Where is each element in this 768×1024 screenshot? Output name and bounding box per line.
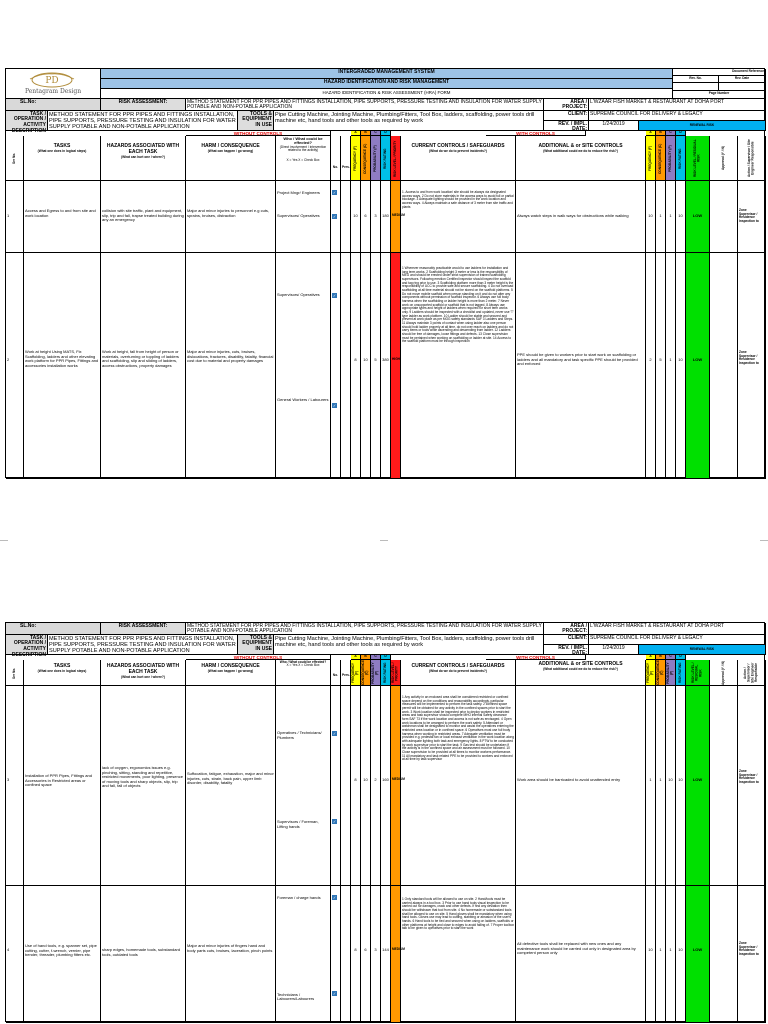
renewal-label: RENEWAL RISK	[689, 646, 715, 651]
who-item: Foreman / charge hands	[277, 895, 321, 900]
col-harm-label: HARM / CONSEQUENCE	[201, 143, 260, 149]
logo-text: Pentagram Design	[24, 88, 82, 96]
col-additional-sub: (What additional could we do to reduce the risk?)	[543, 148, 618, 153]
row-rr2: 10	[676, 181, 686, 253]
col-hazards	[101, 660, 186, 686]
col-probability-2: PROBABILITY (P)	[667, 144, 672, 172]
col-b2: B	[659, 130, 662, 134]
row-current: 1 Wherever reasonably practicable would to use ladders for installation and long term works. 2 Scaffolding height 3 meter or less is the responsibility of MEG and should be erected under strict supervision of trained scaffolding supervisors. Following erection Certified inspector should inspect the scaffold and tag ring prior to use. 3 Scaffolding platform more than 3 meter height is the responsibility of UCC to provide safe and secure scaffolding. 4 Do not overload scaffolding at all time material should not be stored on the scaffold platforms. 5 Do not move mobile scaffold when person standing on it and do not alter any components without permission of scaffold inspector. 6 Always use full body harness when the scaffolding or ladder height is more than 2 meter. 7 Never work on unsupported scaffold or scaffold that is not tagged. 8 Always use appropriate types and height of ladders when required for short term works only. 9 Ladders should be inspected with a checklist and updated, never use 'T' type ladder as work platform. 10 Ladder should be stable and secured and prevent at work place as per MOG safety standards SAF 3 Ladders and Steps. 11 Always maintain 3 points of contact when using ladder also one person should hold ladder properly at all time, do not over reach on ladders and do not carry items or tools while ascending and descending from ladder. 12 Ladders should be free of damages, loose fittings and defects. 13 Close supervision must be pertained when working on scaffolding or ladder at site. 14 Access to the scaffold platform must be through inspection	[401, 253, 516, 479]
who-item: Operatives / Technicians/ Plumbers	[277, 730, 322, 740]
col-current-label: CURRENT CONTROLS / SAFEGUARDS	[411, 663, 505, 669]
row-sr: 2	[6, 253, 24, 479]
form-title: HAZARD IDENTIFICATION & RISK ASSESSMENT (HRA) FORM	[101, 89, 673, 99]
row-action: Zone Supervisor / Residence Inspection to	[738, 253, 766, 479]
col-current	[401, 660, 516, 686]
task-label: TASK / OPERATION / ACTIVITY DESCRIPTION	[6, 111, 48, 131]
checkbox-checked-icon[interactable]: ✓	[332, 213, 337, 219]
rev-impl-value: 1/24/2019	[589, 645, 639, 655]
sl-no-label: SL.No:	[6, 623, 101, 635]
col-consequence: CONSEQUENCE (C)	[362, 142, 367, 174]
risk-level-badge: MEDIUM	[391, 886, 401, 1023]
col-b2: B	[659, 654, 662, 658]
row-c2: 1	[656, 886, 666, 1023]
residual-level-badge: LOW	[686, 886, 710, 1023]
col-c2: C	[669, 654, 672, 658]
col-frequency-2: FREQUENCY (F)	[646, 662, 654, 683]
col-hazards	[101, 136, 186, 181]
col-consequence: CONSEQUENCE (C)	[361, 659, 369, 685]
table-row	[6, 181, 766, 253]
col-residual: RISK LEVEL / RESIDUAL RISK	[690, 662, 703, 683]
col-current	[401, 136, 516, 181]
checkbox-checked-icon[interactable]: ✓	[332, 818, 337, 824]
task-label: TASK / OPERATION / ACTIVITY DESCRIPTION	[6, 635, 48, 655]
client-label: CLIENT:	[544, 111, 589, 121]
col-additional-label: ADDITIONAL & or SITE CONTROLS	[538, 143, 623, 149]
col-frequency: FREQUENCY (F)	[352, 145, 357, 171]
row-c: 6	[361, 181, 371, 253]
col-risk-level: RISK LEVEL / PRIORITY	[391, 662, 399, 683]
row-f2: 10	[646, 886, 656, 1023]
row-rr: 144	[381, 886, 391, 1023]
tools-value: Pipe Cutting Machine, Jointing Machine, Plumbing/Fitters, Tool Box, ladders, scaffolding, power tools drill machine etc, hand tools and other tools as required by work	[274, 635, 544, 655]
risk-level-badge: HIGH	[391, 253, 401, 479]
col-risk-rating-2: RISK RATING	[677, 147, 682, 169]
area-value: L'WZAAR FISH MARKET & RESTAURANT AT DOHA PORT	[589, 99, 766, 111]
col-frequency-2: FREQUENCY (F)	[647, 145, 652, 171]
row-hazard: lack of oxygen, ergonomics issues e.g. pinching, sitting, standing and repetitive, restricted movements, poor lighting, presence of moving tools and sharp objects, slip, trip and fall, fall of objects	[101, 686, 186, 886]
col-current-label: CURRENT CONTROLS / SAFEGUARDS	[411, 143, 505, 149]
risk-level-badge: MEDIUM	[391, 686, 401, 886]
checkbox-checked-icon[interactable]: ✓	[332, 990, 337, 996]
row-who	[276, 253, 331, 479]
rev-impl-label: REV. / IMPL. DATE:	[544, 645, 589, 655]
who-item: Supervisors / Foreman, Lifting hands	[277, 819, 319, 829]
col-sr-no: Ser No.	[11, 152, 16, 164]
col-residual: RISK LEVEL / RESIDUAL RISK	[692, 139, 701, 177]
row-current: 1 Only standard tools will be allowed to use on site. 2 Hand/tools must be carried always in a tool box. 3 Prior to use hand tools visual inspection to be carried out for damages, crack and other defects. If find any deviation then should be withdrawn that tool from site. 4 No homemade or substandard tools shall be allowed to use on site. 5 Hand gloves shall be mandatory when using hand tools. Gloves use may lead to cutting, stabbing or abrasion of the user's hands. 6 Hand tools to be tied and secured when using on ladders, scaffolds or other platforms at height and close to edges to avoid falling of. 7 Proper toolbox talk to be given to operatives prior to start the work	[401, 886, 516, 1023]
row-rr: 160	[381, 686, 391, 886]
row-who	[276, 686, 331, 886]
col-action: Action / Supervisor / Site Engineer Responsible	[746, 139, 755, 177]
row-f2: 2	[646, 253, 656, 479]
risk-level-badge: MEDIUM	[391, 181, 401, 253]
col-action: Action / Supervisor / Site Engineer Responsible	[743, 662, 759, 683]
hazard-title: HAZARD IDENTIFICATION AND RISK MANAGEMENT	[101, 79, 673, 89]
renewal-band	[639, 121, 766, 131]
col-frequency: FREQUENCY (F)	[351, 662, 359, 683]
residual-level-badge: LOW	[686, 253, 710, 479]
row-sr: 4	[6, 886, 24, 1023]
row-harm: Suffocation, fatigue, exhaustion, major and minor injuries, cuts, strain, back pain, upper limb disorder, disability, fatality	[186, 686, 276, 886]
row-who	[276, 886, 331, 1023]
who-item: Technicians / Labourers/Labourers	[277, 991, 315, 1002]
rev-impl-label: REV. / IMPL. DATE:	[544, 121, 589, 131]
area-label: AREA / PROJECT:	[544, 623, 589, 635]
row-task: Use of hand tools, e.g. spanner set, pipe cutting, cutter, f-wrench, vernier, pipe bender, threader, plumbing fitters etc.	[24, 886, 101, 1023]
col-harm	[186, 660, 276, 686]
col-a2: A	[649, 130, 652, 134]
renewal-label: RENEWAL RISK	[689, 122, 715, 127]
risk-assessment-label: RISK ASSESSMENT:	[101, 99, 186, 111]
row-task: Installation of PPR Pipes, Fittings and Accessories in Restricted areas or confined space	[24, 686, 101, 886]
row-additional: Work area should be barricaded to avoid unattended entry	[516, 686, 646, 886]
row-rr2: 10	[676, 686, 686, 886]
col-tasks	[24, 136, 101, 181]
with-controls-label: WITH CONTROLS	[486, 131, 586, 136]
rev-date-value	[719, 83, 766, 91]
row-harm: Major and minor injuries, cuts, bruises, dislocations, fractures, disability, fatality, financial cost due to material and property damages	[186, 253, 276, 479]
row-p2: 1	[666, 886, 676, 1023]
rev-no-label: Rev. No.	[673, 76, 719, 83]
svg-text:PD: PD	[45, 76, 59, 86]
rev-date-label: Rev. Date	[719, 76, 766, 83]
row-c: 10	[361, 686, 371, 886]
row-rr2: 10	[676, 886, 686, 1023]
row-c: 6	[361, 886, 371, 1023]
area-label: AREA / PROJECT:	[544, 99, 589, 111]
row-sr: 1	[6, 181, 24, 253]
row-additional: All defective tools shall be replaced with new ones and any maintenance work should be carried out only in designated area by competent person only	[516, 886, 646, 1023]
row-rr: 380	[381, 253, 391, 479]
row-f: 10	[351, 181, 361, 253]
without-controls-label: WITHOUT CONTROLS	[186, 131, 331, 136]
col-pers: Pers.	[341, 660, 351, 686]
col-hazards-sub: (What can hurt one / where?)	[121, 154, 165, 159]
col-who-legend: X = Yes X = Check Box	[286, 158, 320, 163]
col-consequence-2: CONSEQUENCE (C)	[656, 659, 664, 685]
col-a: A	[354, 654, 357, 658]
checkbox-checked-icon[interactable]: ✓	[332, 190, 337, 195]
with-controls-label: WITH CONTROLS	[486, 655, 586, 660]
row-action: Zone Supervisor / Residence Inspection to	[738, 686, 766, 886]
col-current-sub: (What do we do to prevent incidents?)	[429, 148, 487, 153]
row-additional: Always watch steps in walk ways for obstructions while walking	[516, 181, 646, 253]
col-hazards-label: HAZARDS ASSOCIATED WITH EACH TASK	[106, 143, 180, 155]
row-sr: 3	[6, 686, 24, 886]
row-c2: 1	[656, 181, 666, 253]
col-b: B	[364, 130, 367, 134]
col-tasks-label: TASKS	[53, 663, 71, 669]
col-risk-rating: RISK RATING	[382, 662, 387, 683]
col-harm	[186, 136, 276, 181]
row-additional: PPE should be given to workers prior to start work on scaffolding or ladders and all mandatory and task specific PPE should be provided and enforced	[516, 253, 646, 479]
row-f: 8	[351, 253, 361, 479]
risk-assessment-value: METHOD STATEMENT FOR PPR PIPES AND FITTINGS INSTALLATION, PIPE SUPPORTS, PRESSURE TESTING AND INSULATION FOR WATER SUPPLY POTABLE AND NON-POTABLE APPLICATION	[186, 623, 544, 635]
table-row	[6, 886, 766, 1023]
row-rr2: 10	[676, 253, 686, 479]
row-current: 1 Any activity in an enclosed area shall be considered restricted or confined space depend on the conditions and reasonability accordingly, particular measures will be implemented to perform the task safely. 2 confined space permit will be obtained for any activity in the confined spaces prior to start the work. 3 Work location shall be inspected prior to deploy workers in restricted areas and task supervisor should complete MHO internal Safety clearance form SAF 73 if the work location and access is not safe as envisaged. 4 Open work locations to be arranged to perform the work safety. 5 Attendant or watchman shall be designated to monitor and assist the operatives entering the restricted area location or in confined space. 6 Operatives must use full body harness when working in restricted areas. 7 Adequate ventilation must be provided e.g. pedestal fan or local exhaust ventilation in the work location along with adequate lighting both task and emergency lights. 8 PTW to be conducted by work supervisor prior to start the task. 9 Gas test should be undertaken if the activity is in the confined space and air assessment must be followed. 10 Close supervision to be provided at all times to monitor workers performance. 11 All mandatory and task related PPE to be provided to workers and enforced at all time by task supervisor	[401, 686, 516, 886]
row-p: 2	[371, 686, 381, 886]
row-current: 1. Access to and from work location/ site should be always via designated access ways. 2 Do not store materials in the access ways to avoid full or partial blockage. 3 Adequate lighting should be provided in the work location and access ways. 4 Always maintain a safe distance of 3 meter from site traffic and plants	[401, 181, 516, 253]
row-c2: 5	[656, 253, 666, 479]
col-c2: C	[669, 130, 672, 134]
col-who	[276, 136, 331, 181]
row-hazard: Work at height, fall from height of person or materials, overturning or toppling of ladders and scaffolding, slip and sliding of ladders, access obstructions, property damages	[101, 253, 186, 479]
row-f: 8	[351, 686, 361, 886]
col-additional	[516, 660, 646, 686]
table-row	[6, 253, 766, 479]
page-1	[5, 68, 765, 478]
col-approval: Approval (Y / N)	[720, 146, 725, 170]
col-tasks-label: TASKS	[53, 143, 71, 149]
who-item: Supervisors/ Operatives	[277, 292, 320, 297]
rev-impl-value: 1/24/2019	[589, 121, 639, 131]
row-p: 3	[371, 886, 381, 1023]
col-probability: PROBABILITY (P)	[371, 661, 379, 684]
col-harm-sub: (What can happen / go wrong)	[207, 148, 254, 153]
client-value: SUPREME COUNCIL FOR DELIVERY & LEGACY	[589, 111, 766, 121]
col-who-legend: X = Yes X = Check Box	[286, 663, 320, 668]
col-harm-sub: (What can happen / go wrong)	[207, 668, 254, 673]
risk-assessment-label: RISK ASSESSMENT:	[101, 623, 186, 635]
col-a2: A	[649, 654, 652, 658]
system-title: INTERGRADED MANAGEMENT SYSTEM	[101, 69, 673, 79]
col-additional	[516, 136, 646, 181]
col-who	[276, 660, 331, 686]
sl-no-label: SL.No:	[6, 99, 101, 111]
col-no: No.	[331, 136, 341, 181]
client-value: SUPREME COUNCIL FOR DELIVERY & LEGACY	[589, 635, 766, 645]
row-p2: 10	[666, 686, 676, 886]
row-task: Work at height Using MATS, Fix Scaffolding, ladders and other elevating work platform for PPR Pipes, Fittings and accessories installation works	[24, 253, 101, 479]
col-b: B	[364, 654, 367, 658]
doc-ref-label: Document Reference	[673, 69, 766, 76]
row-p: 5	[371, 253, 381, 479]
form-header	[6, 69, 766, 99]
col-additional-label: ADDITIONAL & or SITE CONTROLS	[538, 661, 623, 667]
page-2	[5, 622, 765, 1022]
row-c2: 1	[656, 686, 666, 886]
row-who	[276, 181, 331, 253]
task-value: METHOD STATEMENT FOR PPR PIPES AND FITTINGS INSTALLATION, PIPE SUPPORTS, PRESSURE TESTING AND INSULATION FOR WATER SUPPLY POTABLE AND NON-POTABLE APPLICATION	[48, 635, 238, 655]
area-value: L'WZAAR FISH MARKET & RESTAURANT AT DOHA PORT	[589, 623, 766, 635]
row-rr: 180	[381, 181, 391, 253]
checkbox-checked-icon[interactable]: ✓	[332, 293, 337, 298]
row-p: 3	[371, 181, 381, 253]
col-probability-2: PROBABILITY (P)	[666, 661, 674, 684]
col-d2: D	[679, 654, 682, 658]
page-separator	[0, 540, 768, 541]
info-row-1	[6, 99, 766, 111]
without-controls-label: WITHOUT CONTROLS	[186, 655, 331, 660]
page-number-label: Page Number	[673, 91, 766, 99]
col-sr-no: Ser No.	[11, 666, 16, 679]
logo	[6, 69, 101, 99]
row-action: Zone Supervisor / Residence Inspection to	[738, 181, 766, 253]
col-hazards-sub: (What can hurt one / where?)	[121, 674, 165, 679]
col-c: C	[374, 654, 377, 658]
col-current-sub: (What do we do to prevent incidents?)	[429, 668, 487, 673]
col-risk-rating-2: RISK RATING	[677, 662, 682, 683]
col-pers: Pers.	[341, 136, 351, 181]
col-who-label: Who / What could be effected?	[279, 659, 327, 664]
column-header-row	[6, 660, 766, 686]
checkbox-checked-icon[interactable]: ✓	[332, 731, 337, 736]
client-label: CLIENT:	[544, 635, 589, 645]
col-additional-sub: (What additional could we do to reduce the risk?)	[543, 666, 618, 671]
who-item: General Workers / Labourers	[277, 396, 329, 402]
row-task: Access and Egress to and from site and work location	[24, 181, 101, 253]
col-probability: PROBABILITY (P)	[372, 144, 377, 172]
checkbox-checked-icon[interactable]: ✓	[332, 402, 337, 408]
row-harm: Major and minor injuries to personnel e.g cuts, sprains, bruises, distraction	[186, 181, 276, 253]
checkbox-checked-icon[interactable]: ✓	[332, 895, 337, 900]
col-who-sub: (Direct involvement / intervention related to the activity)	[279, 144, 327, 153]
col-c: C	[374, 130, 377, 134]
table-row	[6, 686, 766, 886]
residual-level-badge: LOW	[686, 181, 710, 253]
col-hazards-label: HAZARDS ASSOCIATED WITH EACH TASK	[106, 663, 180, 675]
column-header-row	[6, 136, 766, 181]
tools-label: TOOLS & EQUIPMENT IN USE	[238, 635, 274, 655]
row-f2: 10	[646, 181, 656, 253]
row-hazard: collision with site traffic, plant and equipment, slip, trip and fall, trapse treated building during any an emergency	[101, 181, 186, 253]
row-f2: 1	[646, 686, 656, 886]
col-consequence-2: CONSEQUENCE (C)	[657, 142, 662, 174]
row-hazard: sharp edges, homemade tools, substandard tools, outdated tools	[101, 886, 186, 1023]
residual-level-badge: LOW	[686, 686, 710, 886]
tools-label: TOOLS & EQUIPMENT IN USE	[238, 111, 274, 131]
task-value: METHOD STATEMENT FOR PPR PIPES AND FITTINGS INSTALLATION, PIPE SUPPORTS, PRESSURE TESTING AND INSULATION FOR WATER SUPPLY POTABLE AND NON-POTABLE APPLICATION	[48, 111, 238, 131]
col-risk-rating: RISK RATING	[382, 147, 387, 169]
row-c: 10	[361, 253, 371, 479]
col-tasks	[24, 660, 101, 686]
tools-value: Pipe Cutting Machine, Jointing Machine, Plumbing/Fitters, Tool Box, ladders, scaffolding, power tools drill machine etc, hand tools and other tools as required by work	[274, 111, 544, 131]
row-f: 8	[351, 886, 361, 1023]
col-d2: D	[679, 130, 682, 134]
col-a: A	[354, 130, 357, 134]
col-tasks-sub: (What one does in logical steps)	[37, 148, 87, 153]
col-approval: Approval (Y / N)	[720, 660, 725, 685]
col-harm-label: HARM / CONSEQUENCE	[201, 663, 260, 669]
col-who-label: Who / What could be effected?	[283, 135, 323, 146]
row-harm: Major and minor injuries of fingers hand and body parts cuts, bruises, laceration, pinch points	[186, 886, 276, 1023]
row-p2: 1	[666, 181, 676, 253]
who-item: Project Mngr/ Engineers	[277, 190, 320, 195]
col-d: D	[384, 130, 387, 134]
col-d: D	[384, 654, 387, 658]
who-item: Supervisors/ Operatives	[277, 212, 320, 218]
risk-assessment-value: METHOD STATEMENT FOR PPR PIPES AND FITTINGS INSTALLATION, PIPE SUPPORTS, PRESSURE TESTING AND INSULATION FOR WATER SUPPLY POTABLE AND NON-POTABLE APPLICATION	[186, 99, 544, 111]
col-risk-level: RISK LEVEL / PRIORITY	[392, 139, 397, 177]
row-action: Zone Supervisor / Residence Inspection to	[738, 886, 766, 1023]
renewal-band	[639, 645, 766, 655]
info-row-1	[6, 623, 766, 635]
row-p2: 1	[666, 253, 676, 479]
rev-no-value	[673, 83, 719, 91]
col-no: No.	[331, 660, 341, 686]
col-tasks-sub: (What one does in logical steps)	[37, 668, 87, 673]
